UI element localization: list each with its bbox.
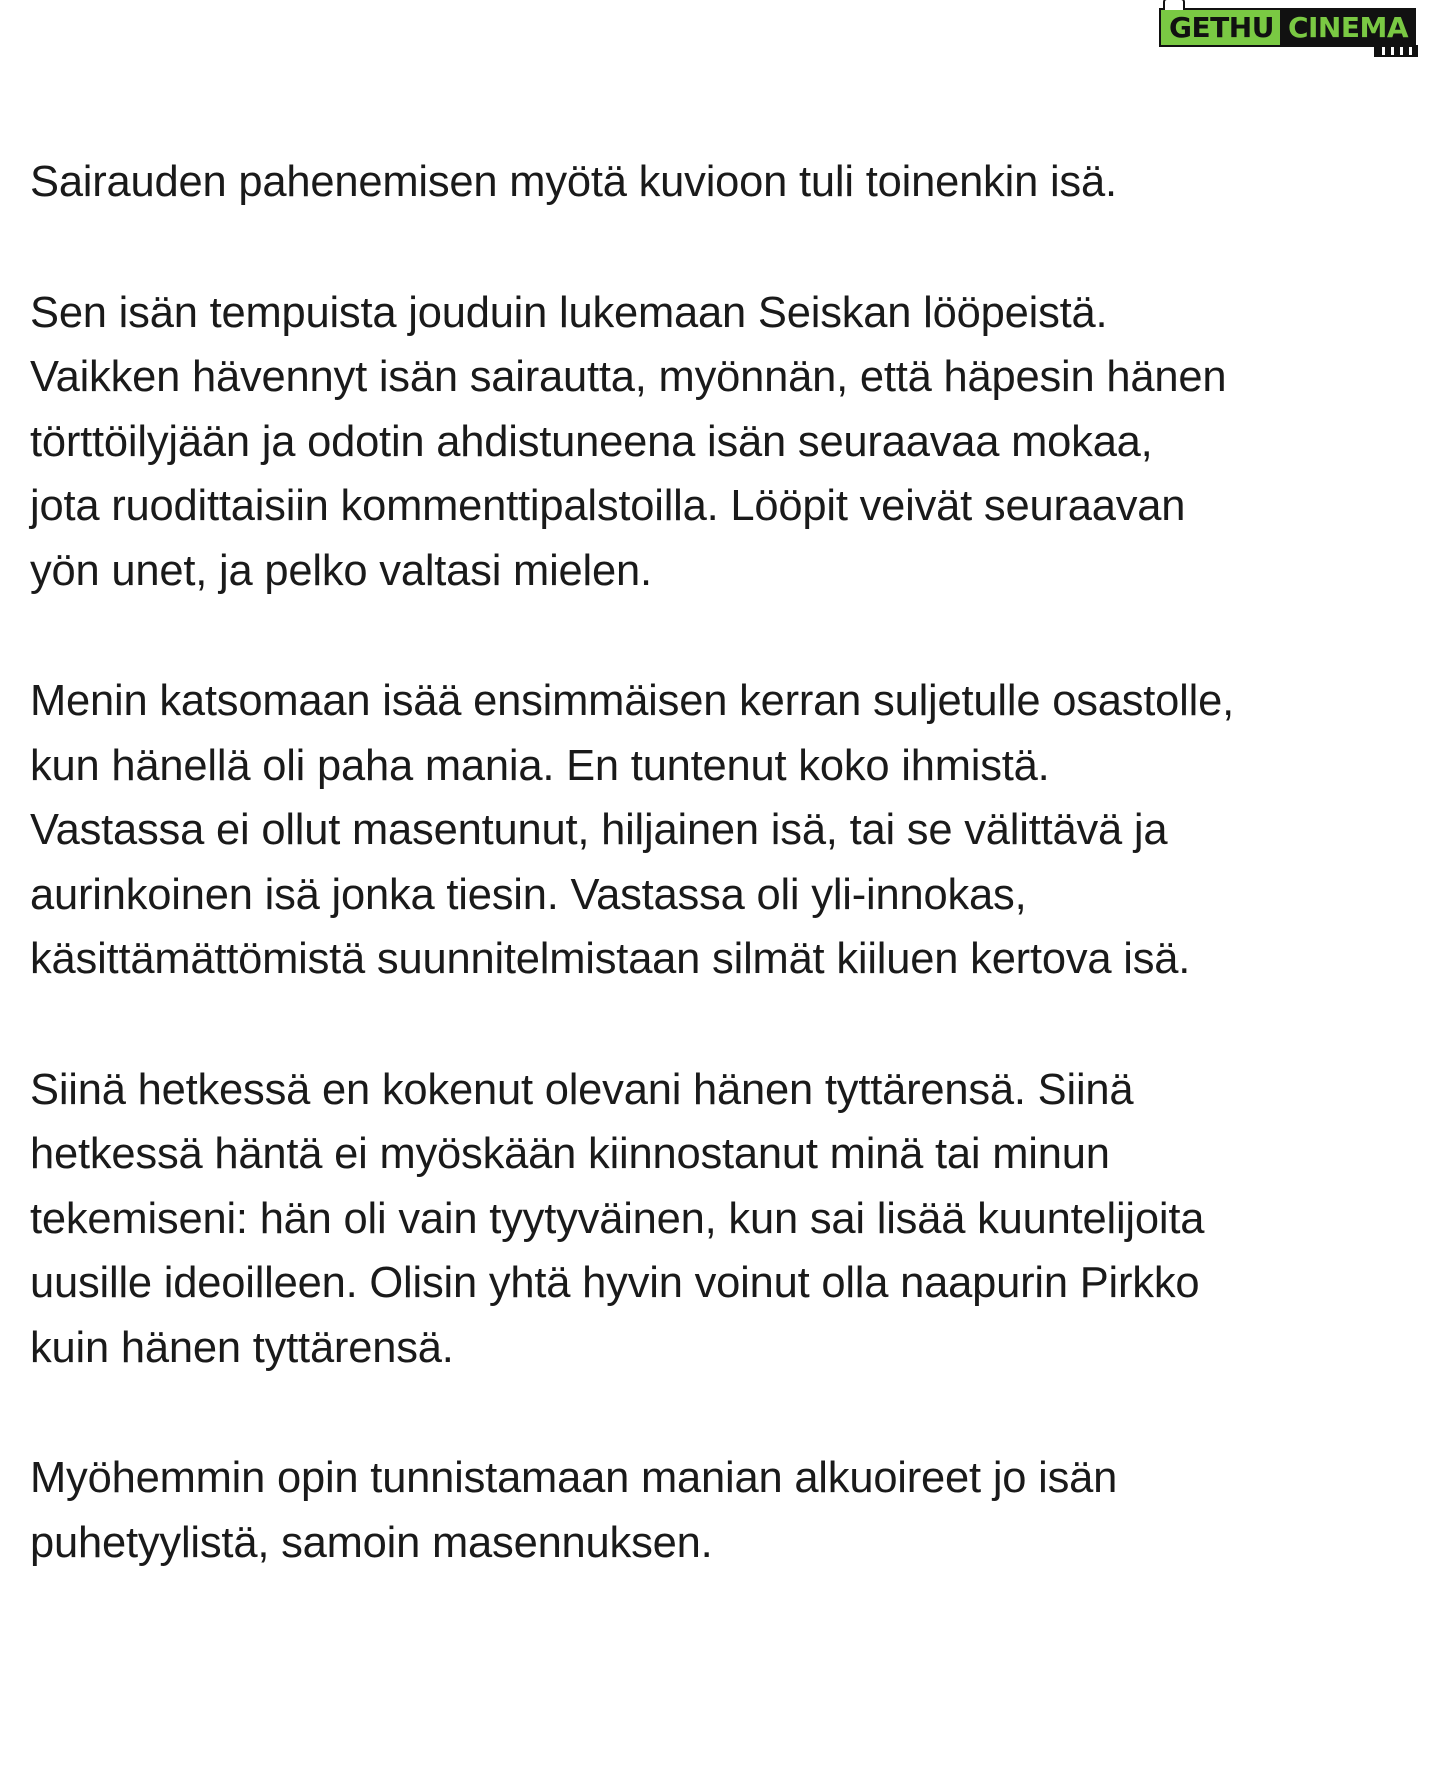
gethucinema-watermark-logo <box>1159 8 1416 47</box>
text-line: Siinä hetkessä en kokenut olevani hänen tyttärensä. Siinä <box>30 1065 1134 1114</box>
text-line: tekemiseni: hän oli vain tyytyväinen, kun sai lisää kuuntelijoita <box>30 1194 1205 1243</box>
text-line: Vastassa ei ollut masentunut, hiljainen isä, tai se välittävä ja <box>30 806 1168 854</box>
text-line: törttöilyjään ja odotin ahdistuneena isän seuraavaa mokaa, <box>30 417 1153 466</box>
text-line: puhetyylistä, samoin masennuksen. <box>30 1518 713 1567</box>
article-body <box>30 150 1420 1641</box>
text-line: Menin katsomaan isää ensimmäisen kerran suljetulle osastolle, <box>30 677 1234 725</box>
paragraph-5 <box>30 1446 1420 1575</box>
text-line: hetkessä häntä ei myöskään kiinnostanut minä tai minun <box>30 1130 1110 1178</box>
watermark-text-gethu: GETHU <box>1159 8 1280 47</box>
text-line: kuin hänen tyttärensä. <box>30 1323 454 1372</box>
text-line: Myöhemmin opin tunnistamaan manian alkuoireet jo isän <box>30 1454 1118 1502</box>
text-line: aurinkoinen isä jonka tiesin. Vastassa oli yli-innokas, <box>30 870 1027 919</box>
text-line: jota ruodittaisiin kommenttipalstoilla. Lööpit veivät seuraavan <box>30 482 1186 530</box>
text-line: uusille ideoilleen. Olisin yhtä hyvin voinut olla naapurin Pirkko <box>30 1259 1200 1307</box>
text-line: Sen isän tempuista jouduin lukemaan Seiskan lööpeistä. <box>30 288 1108 337</box>
text-line: yön unet, ja pelko valtasi mielen. <box>30 546 652 595</box>
text-line: Sairauden pahenemisen myötä kuvioon tuli toinenkin isä. <box>30 158 1117 206</box>
text-line: Vaikken hävennyt isän sairautta, myönnän, että häpesin hänen <box>30 353 1227 401</box>
paragraph-4 <box>30 1058 1420 1381</box>
paragraph-2 <box>30 281 1420 604</box>
text-line: kun hänellä oli paha mania. En tuntenut koko ihmistä. <box>30 741 1050 790</box>
text-line: käsittämättömistä suunnitelmistaan silmät kiiluen kertova isä. <box>30 935 1191 983</box>
watermark-text-cinema: CINEMA <box>1280 8 1416 47</box>
film-strip-icon <box>1374 45 1418 57</box>
camera-film-icon <box>1163 0 1185 10</box>
paragraph-3 <box>30 669 1420 992</box>
paragraph-1 <box>30 150 1420 215</box>
